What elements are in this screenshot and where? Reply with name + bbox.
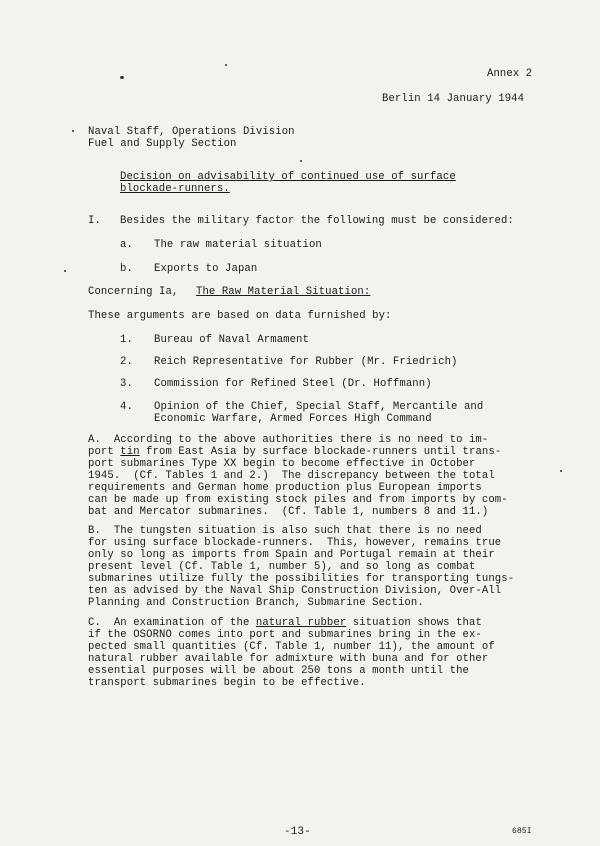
para-b-line: submarines utilize fully the possibilities for transporting tungs-	[88, 573, 515, 585]
para-b-line: Planning and Construction Branch, Submarine Section.	[88, 597, 424, 609]
para-c-line: transport submarines begin to be effective.	[88, 677, 366, 689]
arguments-intro: These arguments are based on data furnished by:	[88, 310, 392, 322]
tin-underlined: tin	[120, 446, 140, 458]
para-b-line: ten as advised by the Naval Ship Construction Division, Over-All	[88, 585, 502, 597]
para-a-line: 1945. (Cf. Tables 1 and 2.) The discrepancy between the total	[88, 470, 495, 482]
scan-speck	[72, 130, 74, 132]
argument-1-num: 1.	[120, 334, 133, 346]
argument-4-line-2: Economic Warfare, Armed Forces High Command	[154, 413, 432, 425]
para-b-line: present level (Cf. Table 1, number 5), and so long as combat	[88, 561, 476, 573]
para-c-line: natural rubber available for admixture with buna and for other	[88, 653, 489, 665]
item-a-marker: a.	[120, 239, 133, 251]
argument-2-num: 2.	[120, 356, 133, 368]
section-numeral: I.	[88, 215, 101, 227]
argument-1-text: Bureau of Naval Armament	[154, 334, 309, 346]
scan-speck	[120, 76, 124, 79]
para-a-line: bat and Mercator submarines. (Cf. Table 1, numbers 8 and 11.)	[88, 506, 489, 518]
natural-rubber-underlined: natural rubber	[255, 617, 347, 629]
annex-label: Annex 2	[487, 68, 533, 80]
addressee-line-2: Fuel and Supply Section	[88, 138, 237, 150]
section-text: Besides the military factor the following must be considered:	[120, 215, 514, 227]
para-a-line: can be made up from existing stock piles and from imports by com-	[88, 494, 508, 506]
scan-speck	[560, 470, 562, 472]
para-a-line: requirements and German home production plus European imports	[88, 482, 482, 494]
para-a-line: A. According to the above authorities there is no need to im-	[88, 434, 489, 446]
para-b-line: only so long as imports from Spain and Portugal remain at their	[88, 549, 495, 561]
place-date: Berlin 14 January 1944	[382, 93, 525, 105]
scan-speck	[64, 270, 66, 272]
scan-speck	[225, 64, 227, 66]
argument-4-line-1: Opinion of the Chief, Special Staff, Mercantile and	[154, 401, 484, 413]
concerning-title: The Raw Material Situation:	[196, 286, 371, 298]
argument-4-num: 4.	[120, 401, 133, 413]
item-b-text: Exports to Japan	[154, 263, 258, 275]
concerning-prefix: Concerning Ia,	[88, 286, 179, 298]
argument-3-num: 3.	[120, 378, 133, 390]
item-b-marker: b.	[120, 263, 133, 275]
para-b-line: for using surface blockade-runners. This, however, remains true	[88, 537, 502, 549]
page-number: -13-	[284, 826, 311, 838]
addressee-line-1: Naval Staff, Operations Division	[88, 126, 295, 138]
argument-2-text: Reich Representative for Rubber (Mr. Friedrich)	[154, 356, 458, 368]
para-a-line: port tin from East Asia by surface blockade-runners until trans-	[88, 446, 502, 458]
subject-line-2: blockade-runners.	[120, 183, 230, 195]
para-a-line: port submarines Type XX begin to become effective in October	[88, 458, 476, 470]
item-a-text: The raw material situation	[154, 239, 322, 251]
scan-speck	[300, 160, 302, 162]
argument-3-text: Commission for Refined Steel (Dr. Hoffmann)	[154, 378, 432, 390]
para-b-line: B. The tungsten situation is also such that there is no need	[88, 525, 482, 537]
subject-line-1: Decision on advisability of continued use of surface	[120, 171, 456, 183]
document-number: 685I	[512, 827, 532, 836]
para-c-line: essential purposes will be about 250 tons a month until the	[88, 665, 469, 677]
para-c-line: pected small quantities (Cf. Table 1, number 11), the amount of	[88, 641, 495, 653]
para-c-line: C. An examination of the natural rubber situation shows that	[88, 617, 482, 629]
para-c-line: if the OSORNO comes into port and submarines bring in the ex-	[88, 629, 482, 641]
